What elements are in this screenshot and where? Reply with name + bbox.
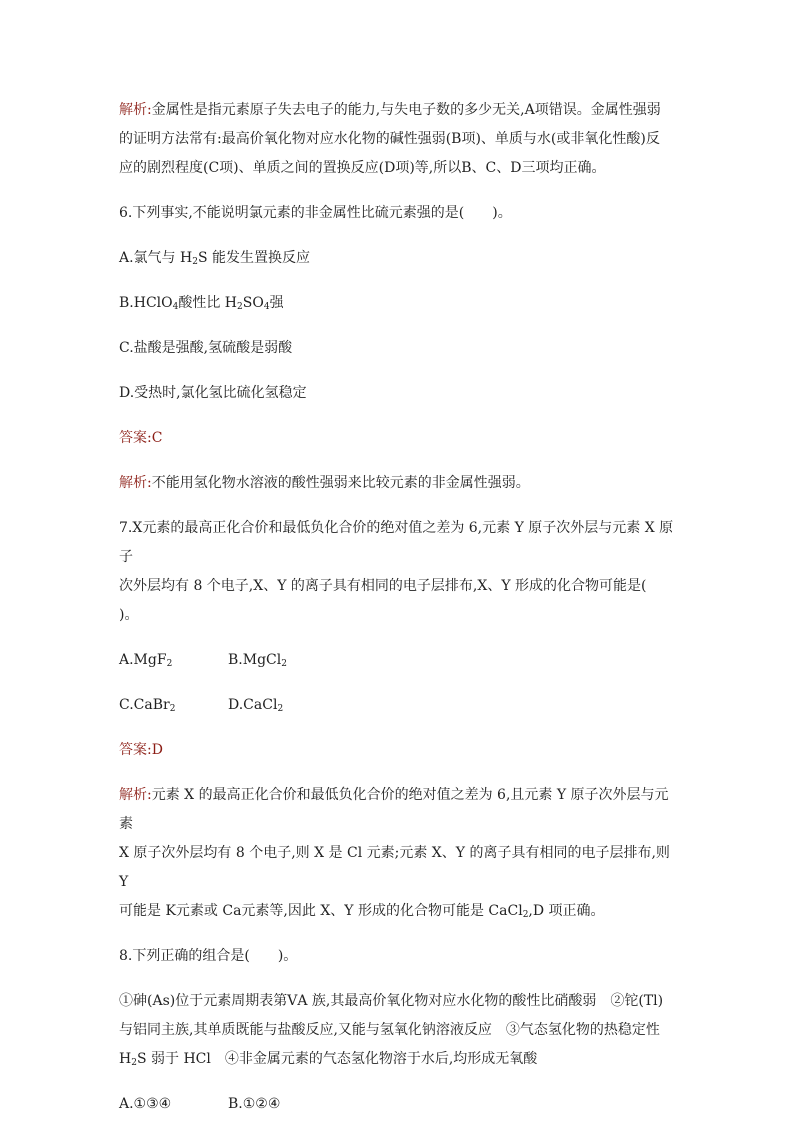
explanation-line — [119, 469, 679, 498]
subscript: 4 — [263, 302, 270, 312]
q5-explanation — [119, 96, 679, 183]
statement-text: H — [119, 1051, 132, 1067]
option-text-part: SO — [242, 295, 264, 311]
subscript: 2 — [131, 1058, 137, 1068]
subscript: 4 — [172, 302, 179, 312]
q6-option-a — [119, 244, 679, 273]
answer-text: 答案:C — [119, 430, 163, 446]
options-row — [119, 646, 679, 675]
option-d — [228, 691, 337, 720]
option-text — [119, 244, 679, 273]
option-text-part: C.CaBr — [119, 697, 170, 713]
statement-text: S 弱于 HCl ④非金属元素的气态氢化物溶于水后,均形成无氧酸 — [136, 1051, 538, 1067]
question-stem: 7.X元素的最高正化合价和最低负化合价的绝对值之差为 6,元素 Y 原子次外层与元素 X 原子 — [119, 520, 674, 565]
q8-options-row — [119, 1090, 679, 1119]
q6-answer — [119, 424, 679, 453]
explanation-text: ,D 项正确。 — [528, 903, 605, 919]
option-text: D.受热时,氯化氢比硫化氢稳定 — [119, 385, 307, 401]
q8-statements — [119, 987, 679, 1074]
option-text-part: A.MgF — [119, 652, 167, 668]
q6-explanation — [119, 469, 679, 498]
statement-line: ①砷(As)位于元素周期表第ⅤA 族,其最高价氧化物对应水化物的酸性比硝酸弱 ②铊(Tl) — [119, 993, 664, 1009]
q7-options-row-2 — [119, 691, 679, 720]
subscript: 2 — [166, 659, 173, 669]
statement-line: 与铝同主族,其单质既能与盐酸反应,又能与氢氧化钠溶液反应 ③气态氢化物的热稳定性 — [119, 1022, 660, 1038]
explanation-label: 解析: — [119, 787, 152, 803]
question-stem: 6.下列事实,不能说明氯元素的非金属性比硫元素强的是( )。 — [119, 205, 512, 221]
explanation-label: 解析: — [119, 475, 152, 491]
explanation-line — [119, 897, 679, 926]
explanation-label: 解析: — [119, 102, 152, 118]
subscript: 2 — [522, 910, 529, 920]
question-7 — [119, 514, 679, 630]
subscript: 2 — [281, 659, 287, 669]
options-row — [119, 691, 679, 720]
subscript: 2 — [237, 302, 243, 312]
subscript: 2 — [192, 257, 198, 267]
option-text-part: 强 — [269, 295, 284, 311]
subscript: 2 — [277, 704, 284, 714]
answer-text: 答案:D — [119, 742, 163, 758]
statement-line — [119, 1045, 679, 1074]
option-text-part: S 能发生置换反应 — [197, 250, 311, 266]
option-text-part: 酸性比 H — [178, 295, 238, 311]
explanation-text: 元素 X 的最高正化合价和最低负化合价的绝对值之差为 6,且元素 Y 原子次外层与元素 — [119, 787, 669, 832]
subscript: 2 — [169, 704, 176, 714]
option-b — [228, 646, 337, 675]
question-stem: 次外层均有 8 个电子,X、Y 的离子具有相同的电子层排布,X、Y 形成的化合物可能是( )。 — [119, 578, 675, 623]
options-row — [119, 1090, 679, 1119]
option-b: B.①②④ — [228, 1096, 281, 1112]
q5-explanation-line — [119, 96, 679, 125]
q7-answer — [119, 736, 679, 765]
option-a — [119, 646, 228, 675]
explanation-text: 可能是 K元素或 Ca元素等,因此 X、Y 形成的化合物可能是 CaCl — [119, 903, 523, 919]
q7-options-row-1 — [119, 646, 679, 675]
q7-explanation — [119, 781, 679, 926]
q5-explanation-line: 的证明方法常有:最高价氧化物对应水化物的碱性强弱(B项)、单质与水(或非氧化性酸)反 — [119, 131, 660, 147]
explanation-text: 金属性是指元素原子失去电子的能力,与失电子数的多少无关,A项错误。金属性强弱 — [151, 102, 661, 118]
option-c — [119, 691, 228, 720]
option-text: C.盐酸是强酸,氢硫酸是弱酸 — [119, 340, 293, 356]
question-8 — [119, 942, 679, 971]
option-text-part: D.CaCl — [228, 697, 278, 713]
explanation-line: X 原子次外层均有 8 个电子,则 X 是 Cl 元素;元素 X、Y 的离子具有相同的电子层排布,则 Y — [119, 845, 670, 890]
q6-option-d — [119, 379, 679, 408]
explanation-text: 不能用氢化物水溶液的酸性强弱来比较元素的非金属性强弱。 — [151, 475, 530, 491]
question-6 — [119, 199, 679, 228]
option-text-part: B.MgCl — [228, 652, 282, 668]
explanation-line — [119, 781, 679, 839]
option-a: A.①③④ — [119, 1096, 172, 1112]
document-page — [119, 96, 679, 1135]
option-text-part: A.氯气与 H — [119, 250, 193, 266]
option-text-part: B.HClO — [119, 295, 173, 311]
q6-option-c — [119, 334, 679, 363]
option-text — [119, 289, 679, 318]
question-stem: 8.下列正确的组合是( )。 — [119, 948, 298, 964]
q5-explanation-line: 应的剧烈程度(C项)、单质之间的置换反应(D项)等,所以B、C、D三项均正确。 — [119, 160, 606, 176]
q6-option-b — [119, 289, 679, 318]
